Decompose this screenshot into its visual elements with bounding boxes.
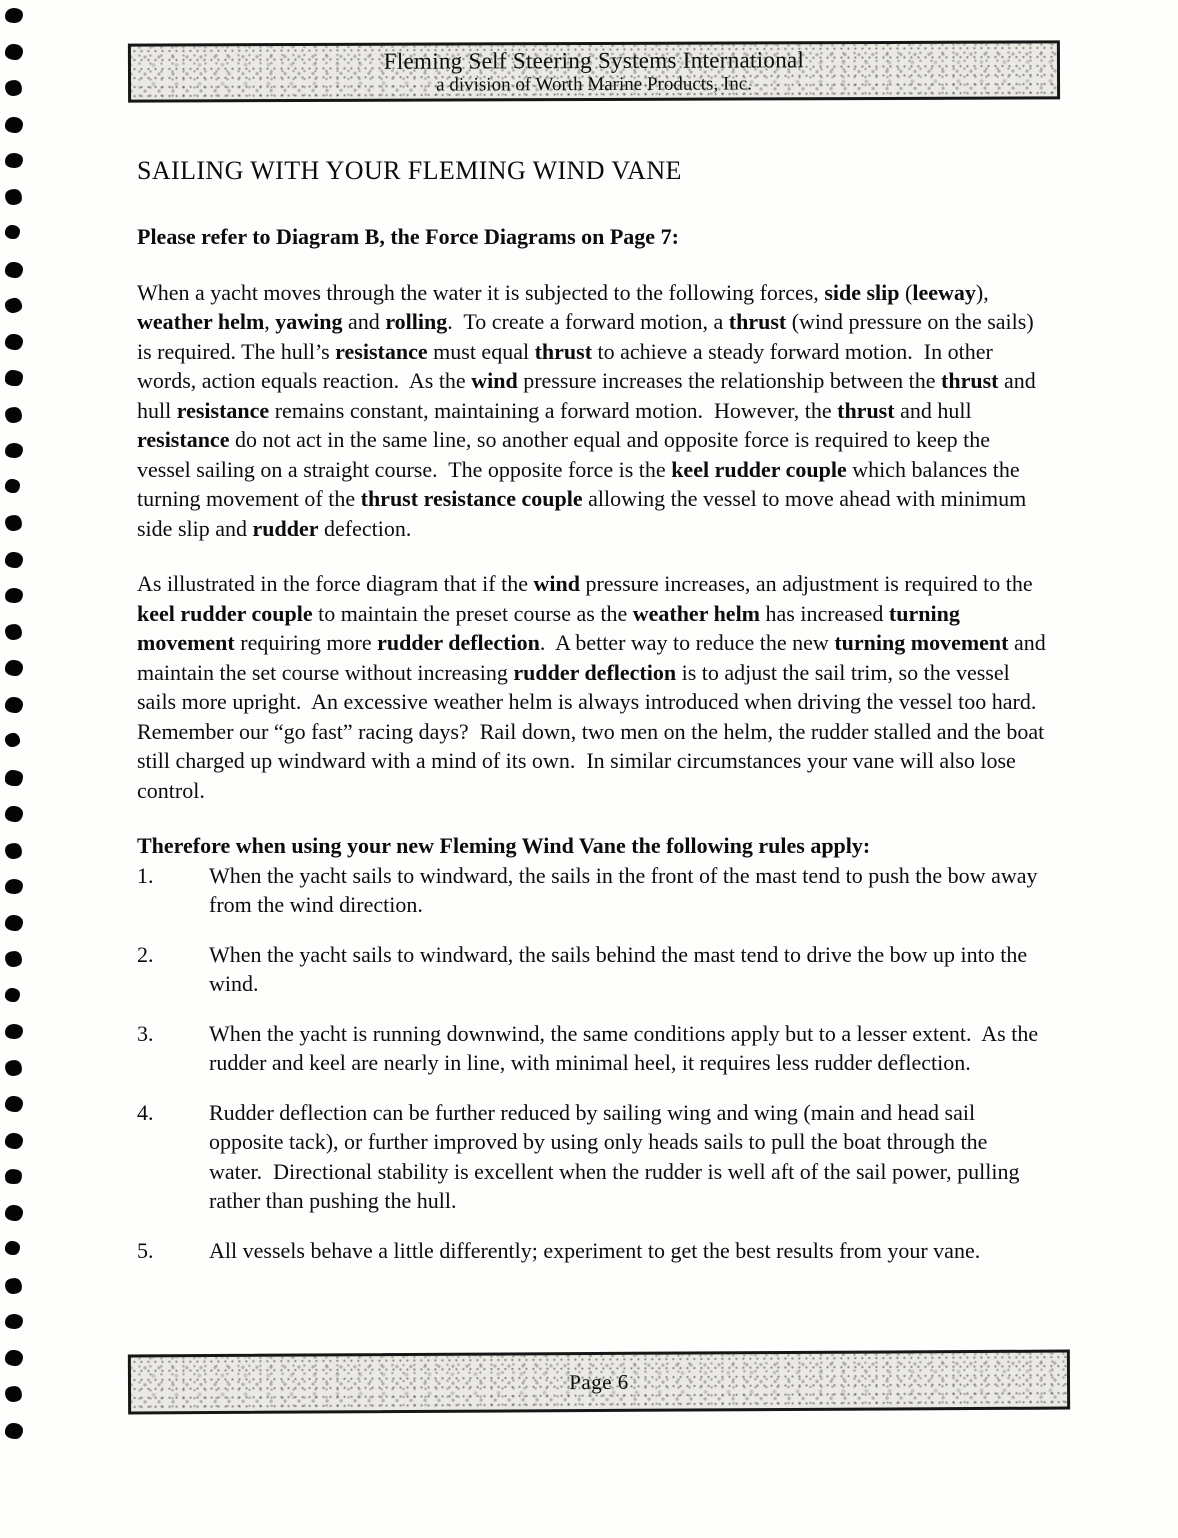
- body-text: As illustrated in the force diagram that if the: [137, 571, 534, 596]
- bold-term: keel rudder couple: [671, 456, 847, 482]
- binding-hole: [5, 334, 23, 350]
- body-text: to achieve a steady forward motion. In other words, action equals reaction. As the: [137, 338, 999, 393]
- body-text: and hull: [137, 368, 1042, 423]
- binding-hole: [4, 79, 23, 97]
- binding-hole: [5, 988, 20, 1002]
- document-header-banner: [128, 40, 1060, 102]
- binding-hole: [4, 587, 23, 604]
- body-text: (: [899, 279, 913, 305]
- binding-hole: [4, 950, 23, 968]
- body-text: pressure increases, an adjustment is required to the: [579, 571, 1039, 596]
- rules-heading: Therefore when using your new Fleming Wind Vane the following rules apply:: [137, 833, 871, 858]
- bold-term: rudder: [252, 515, 319, 541]
- list-item: [137, 940, 1046, 999]
- binding-holes: [5, 8, 29, 1459]
- bold-term: yawing: [275, 309, 343, 334]
- binding-hole: [4, 514, 23, 532]
- company-name: Fleming Self Steering Systems International: [383, 46, 805, 74]
- body-text: defection.: [318, 515, 412, 541]
- company-division: a division of Worth Marine Products, Inc.: [436, 72, 752, 96]
- binding-hole: [4, 297, 22, 314]
- bold-term: wind: [471, 368, 518, 393]
- list-item: [137, 1019, 1046, 1078]
- binding-hole: [5, 915, 23, 931]
- body-text: . A better way to reduce the new: [539, 630, 835, 655]
- list-item-text: When the yacht sails to windward, the sails behind the mast tend to drive the bow up into the wind.: [209, 941, 1033, 996]
- binding-hole: [4, 842, 23, 860]
- binding-hole: [5, 479, 20, 493]
- bold-term: weather helm: [137, 309, 265, 334]
- body-text: must equal: [427, 338, 535, 364]
- binding-hole: [4, 878, 23, 895]
- binding-hole: [4, 732, 20, 747]
- bold-term: wind: [533, 571, 580, 596]
- list-item-text: When the yacht sails to windward, the sails in the front of the mast tend to push the bow away from the wind direction.: [209, 862, 1043, 917]
- binding-hole: [4, 7, 23, 24]
- rules-list: [137, 861, 1046, 1266]
- binding-hole: [4, 1385, 23, 1403]
- body-text: which balances the turning movement of the: [137, 456, 1026, 511]
- binding-hole: [5, 262, 23, 278]
- binding-hole: [5, 1423, 23, 1439]
- binding-hole: [5, 770, 23, 786]
- binding-hole: [5, 1350, 23, 1366]
- binding-hole: [4, 188, 23, 206]
- list-item: [137, 861, 1046, 920]
- page-title: SAILING WITH YOUR FLEMING WIND VANE: [137, 156, 682, 185]
- bold-term: resistance: [137, 427, 230, 452]
- binding-hole: [4, 442, 23, 459]
- body-text: and maintain the set course without increasing: [137, 630, 1052, 685]
- bold-term: thrust resistance couple: [360, 486, 583, 511]
- list-item: [137, 1236, 1046, 1266]
- body-text: allowing the vessel to move ahead with minimum side slip and: [137, 486, 1032, 541]
- bold-term: turning movement: [137, 600, 966, 655]
- binding-hole: [5, 806, 23, 822]
- bold-term: rudder deflection: [513, 659, 677, 685]
- paragraph-force-diagram: [137, 569, 1052, 805]
- binding-hole: [5, 1205, 23, 1221]
- body-text: remains constant, maintaining a forward motion. However, the: [269, 397, 838, 423]
- binding-hole: [5, 1241, 20, 1255]
- list-item-number: 2.: [137, 941, 154, 967]
- binding-hole: [5, 44, 23, 60]
- binding-hole: [5, 1133, 23, 1149]
- bold-term: side slip: [824, 279, 900, 305]
- binding-hole: [5, 552, 23, 568]
- body-text: and hull: [894, 397, 978, 423]
- diagram-reference-note: Please refer to Diagram B, the Force Diagrams on Page 7:: [137, 224, 679, 249]
- list-item-text: All vessels behave a little differently; experiment to get the best results from your vane.: [209, 1237, 981, 1263]
- body-text: pressure increases the relationship between the: [517, 368, 942, 393]
- paragraph-forces: [137, 278, 1046, 544]
- list-item-number: 3.: [137, 1020, 154, 1046]
- bold-term: keel rudder couple: [137, 600, 313, 626]
- page-footer-banner: [128, 1350, 1070, 1415]
- bold-term: leeway: [912, 279, 976, 305]
- body-text: ),: [975, 279, 995, 305]
- body-text: When a yacht moves through the water it is subjected to the following forces,: [137, 279, 825, 305]
- binding-hole: [5, 225, 20, 239]
- binding-hole: [4, 1059, 23, 1077]
- body-text: to maintain the preset course as the: [312, 600, 633, 626]
- list-item-number: 5.: [137, 1237, 154, 1263]
- bold-term: thrust: [534, 338, 593, 364]
- page-number: Page 6: [569, 1369, 629, 1394]
- bold-term: turning movement: [834, 630, 1009, 655]
- binding-hole: [5, 370, 23, 386]
- list-item-text: When the yacht is running downwind, the same conditions apply but to a lesser extent. As the rudder and keel are nearly in line, with minimal heel, it requires less rudder deflection.: [209, 1020, 1044, 1075]
- body-text: (wind pressure on the sails) is required. The hull’s: [137, 309, 1040, 364]
- bold-term: weather helm: [632, 600, 761, 626]
- binding-hole: [4, 1168, 22, 1185]
- body-text: do not act in the same line, so another equal and opposite force is required to keep the vessel sailing on a straight course. The opposite force is the: [137, 427, 996, 482]
- body-text: is to adjust the sail trim, so the vessel sails more upright. An excessive weather helm is always introduced when driving the vessel too hard. Remember our “go fast” racing days? Rail down, two men on the helm, the rudder stalled and the boat still charged up windward with a mind of its own. In similar circumstances your vane will also lose control.: [137, 659, 1050, 803]
- list-item: [137, 1098, 1046, 1216]
- list-item-number: 1.: [137, 862, 154, 888]
- bold-term: rudder deflection: [377, 630, 540, 655]
- bold-term: resistance: [335, 338, 428, 364]
- binding-hole: [5, 1096, 23, 1112]
- binding-hole: [4, 1023, 23, 1040]
- binding-hole: [4, 1277, 23, 1295]
- body-text: and: [342, 309, 386, 334]
- binding-hole: [4, 1313, 23, 1330]
- list-item-number: 4.: [137, 1099, 154, 1125]
- bold-term: rolling: [385, 309, 448, 334]
- bold-term: thrust: [837, 397, 895, 423]
- body-text: has increased: [760, 600, 889, 626]
- bold-term: thrust: [728, 309, 787, 334]
- body-text: ,: [264, 309, 276, 334]
- binding-hole: [5, 697, 23, 713]
- bold-term: resistance: [176, 397, 270, 423]
- list-item-text: Rudder deflection can be further reduced by sailing wing and wing (main and head sail opposite tack), or further improved by using only heads sails to pull the boat through the water. Directional stability is excellent when the rudder is well aft of the sail power, pulling rather than pushing the hull.: [209, 1099, 1025, 1213]
- binding-hole: [4, 406, 23, 424]
- binding-hole: [5, 117, 23, 133]
- bold-term: thrust: [941, 368, 999, 393]
- body-text: requiring more: [234, 630, 378, 655]
- binding-hole: [4, 152, 23, 169]
- binding-hole: [4, 623, 23, 641]
- binding-hole: [5, 660, 23, 676]
- document-body: [137, 156, 1052, 1285]
- body-text: . To create a forward motion, a: [447, 309, 729, 334]
